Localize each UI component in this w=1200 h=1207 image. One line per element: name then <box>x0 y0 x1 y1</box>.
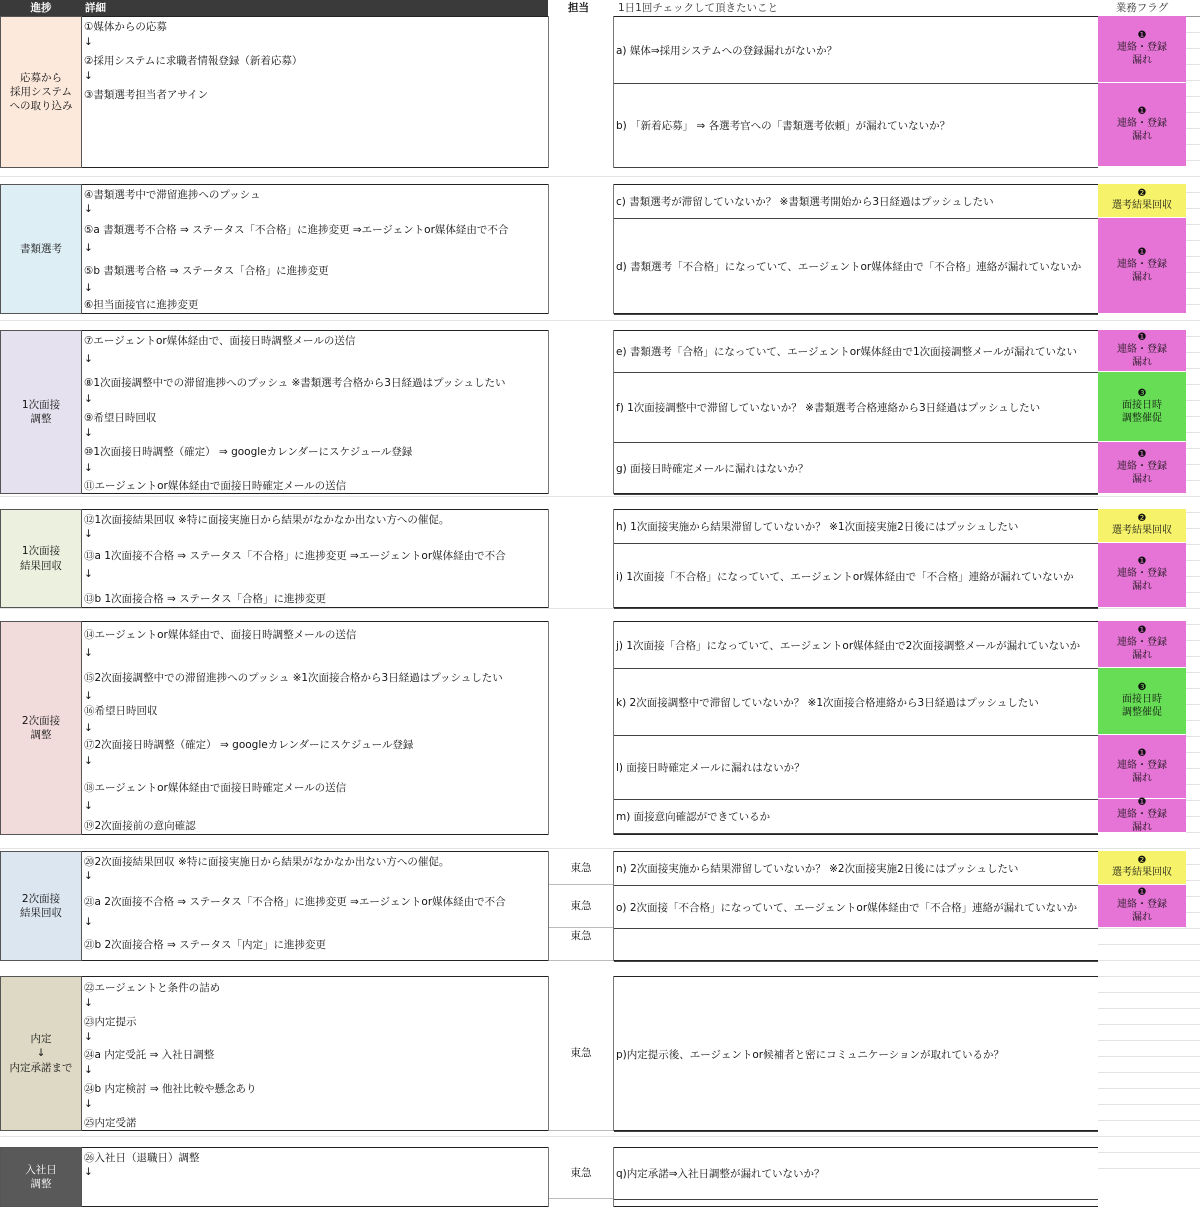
detail-step: ⑯希望日時回収 <box>84 705 158 717</box>
detail-step: ㉔b 内定検討 ⇒ 他社比較や懸念あり <box>84 1083 257 1095</box>
owner-cell[interactable] <box>548 184 614 314</box>
flag-label: 面接日時 調整催促 <box>1122 399 1162 424</box>
stage-label[interactable]: 入社日 調整 <box>0 1147 82 1207</box>
check-column <box>614 184 1098 314</box>
check-item[interactable]: d) 書類選考「不合格」になっていて、エージェントor媒体経由で「不合格」連絡が漏れていないか <box>614 219 1098 315</box>
owner-cell[interactable] <box>548 851 614 961</box>
down-arrow-icon: ↓ <box>84 916 93 928</box>
detail-step: ㉒エージェントと条件の詰め <box>84 982 221 994</box>
check-item[interactable]: p)内定提示後、エージェントor候補者と密にコミュニケーションが取れているか？ <box>614 977 1098 1132</box>
flag-label: 連絡・登録 漏れ <box>1117 42 1167 66</box>
flag-column <box>1098 330 1186 494</box>
flag-number-icon: ❸ <box>1137 682 1147 693</box>
owner-cell[interactable] <box>548 509 614 608</box>
detail-step: ⑮2次面接調整中での滞留進捗へのプッシュ ※1次面接合格から3日経過はプッシュしたい <box>84 672 503 684</box>
flag-label: 連絡・登録 漏れ <box>1117 759 1167 784</box>
detail-step: ⑤a 書類選考不合格 ⇒ ステータス「不合格」に進捗変更 ⇒エージェントor媒体経由で不合 <box>84 224 509 236</box>
flag-label: 選考結果回収 <box>1112 200 1172 211</box>
flag-badge[interactable] <box>1098 442 1186 494</box>
detail-step: ㉔a 内定受託 ⇒ 入社日調整 <box>84 1049 215 1061</box>
detail-step: ⑩1次面接日時調整（確定） ⇒ googleカレンダーにスケジュール登録 <box>84 446 413 458</box>
check-item[interactable]: j) 1次面接「合格」になっていて、エージェントor媒体経由で2次面接調整メールが漏れていないか <box>614 622 1098 669</box>
flag-label: 選考結果回収 <box>1112 867 1172 878</box>
down-arrow-icon: ↓ <box>84 1098 93 1110</box>
detail-step: ⑤b 書類選考合格 ⇒ ステータス「合格」に進捗変更 <box>84 265 329 277</box>
check-column <box>614 851 1098 961</box>
stage-label[interactable]: 1次面接 調整 <box>0 330 82 494</box>
down-arrow-icon: ↓ <box>84 462 93 474</box>
flag-number-icon: ❶ <box>1137 625 1147 636</box>
detail-step: ⑰2次面接日時調整（確定） ⇒ googleカレンダーにスケジュール登録 <box>84 739 414 751</box>
down-arrow-icon: ↓ <box>84 1031 93 1043</box>
check-item[interactable]: l) 面接日時確定メールに漏れはないか？ <box>614 736 1098 800</box>
down-arrow-icon: ↓ <box>84 870 93 882</box>
header-row <box>0 0 1200 17</box>
flag-label: 連絡・登録 漏れ <box>1117 568 1167 592</box>
details-cell[interactable] <box>82 1147 548 1207</box>
flag-column <box>1098 16 1186 168</box>
flag-badge[interactable] <box>1098 885 1186 928</box>
details-cell[interactable] <box>82 330 548 494</box>
detail-step: ⑬b 1次面接合格 ⇒ ステータス「合格」に進捗変更 <box>84 593 326 605</box>
details-cell[interactable] <box>82 16 548 168</box>
flag-badge[interactable] <box>1098 16 1186 83</box>
flag-number-icon: ❸ <box>1137 387 1147 399</box>
down-arrow-icon: ↓ <box>84 722 93 734</box>
check-item[interactable] <box>614 929 1098 962</box>
flag-column <box>1098 851 1186 961</box>
header-details[interactable]: 詳細 <box>82 0 548 16</box>
flag-label: 連絡・登録 漏れ <box>1117 899 1167 923</box>
owner-name: 東急 <box>549 851 613 885</box>
down-arrow-icon: ↓ <box>84 282 93 294</box>
stage-block <box>0 621 1200 835</box>
detail-step: ⑥担当面接官に進捗変更 <box>84 299 199 311</box>
flag-column <box>1098 184 1186 314</box>
details-cell[interactable] <box>82 509 548 608</box>
flag-label: 連絡・登録 漏れ <box>1117 637 1167 661</box>
flag-label: 連絡・登録 漏れ <box>1117 460 1167 485</box>
owner-cell[interactable] <box>548 330 614 494</box>
stage-label[interactable]: 2次面接 結果回収 <box>0 851 82 961</box>
stage-block <box>0 184 1200 314</box>
flag-number-icon: ❶ <box>1137 246 1147 258</box>
header-check[interactable]: 1日1回チェックして頂きたいこと <box>618 2 779 14</box>
check-item[interactable]: m) 面接意向確認ができているか <box>614 800 1098 834</box>
check-item[interactable]: h) 1次面接実施から結果滞留していないか？ ※1次面接実施2日後にはプッシュしたい <box>614 510 1098 544</box>
flag-badge[interactable] <box>1098 509 1186 543</box>
check-item[interactable]: c) 書類選考が滞留していないか？ ※書類選考開始から3日経過はプッシュしたい <box>614 185 1098 219</box>
down-arrow-icon: ↓ <box>84 242 93 254</box>
details-cell[interactable] <box>82 621 548 835</box>
check-item[interactable]: f) 1次面接調整中で滞留していないか？ ※書類選考合格連絡から3日経過はプッシュしたい <box>614 373 1098 443</box>
check-item[interactable]: q)内定承諾⇒入社日調整が漏れていないか？ <box>614 1148 1098 1200</box>
detail-step: ⑨希望日時回収 <box>84 412 157 424</box>
header-owner[interactable]: 担当 <box>568 2 589 14</box>
flag-badge[interactable] <box>1098 796 1186 833</box>
flag-column <box>1098 1147 1186 1207</box>
flag-badge[interactable] <box>1098 735 1186 799</box>
flag-number-icon: ❷ <box>1137 513 1147 524</box>
detail-step: ⑪エージェントor媒体経由で面接日時確定メールの送信 <box>84 480 347 492</box>
flag-label: 連絡・登録 漏れ <box>1117 808 1167 833</box>
flag-number-icon: ❶ <box>1137 448 1147 460</box>
detail-step: ⑲2次面接前の意向確認 <box>84 820 196 832</box>
down-arrow-icon: ↓ <box>84 647 93 659</box>
details-cell[interactable] <box>82 976 548 1131</box>
check-column <box>614 1147 1098 1207</box>
details-cell[interactable] <box>82 184 548 314</box>
owner-name: 東急 <box>549 928 613 961</box>
down-arrow-icon: ↓ <box>84 353 93 365</box>
flag-number-icon: ❷ <box>1137 188 1147 199</box>
check-item[interactable]: e) 書類選考「合格」になっていて、エージェントor媒体経由で1次面接調整メールが漏れていない <box>614 331 1098 373</box>
check-item[interactable]: a) 媒体⇒採用システムへの登録漏れがないか？ <box>614 17 1098 84</box>
owner-cell[interactable] <box>548 1147 614 1207</box>
check-column <box>614 976 1098 1131</box>
down-arrow-icon: ↓ <box>84 427 93 439</box>
header-flag[interactable]: 業務フラグ <box>1115 2 1169 14</box>
flag-number-icon: ❶ <box>1137 796 1147 808</box>
header-progress[interactable]: 進捗 <box>0 0 82 16</box>
stage-label[interactable]: 書類選考 <box>0 184 82 314</box>
stage-label[interactable]: 1次面接 結果回収 <box>0 509 82 608</box>
detail-step: ⑫1次面接結果回収 ※特に面接実施日から結果がなかなか出ない方への催促。 <box>84 514 450 526</box>
flag-label: 連絡・登録 漏れ <box>1117 117 1167 142</box>
stage-block <box>0 509 1200 608</box>
owner-cell[interactable] <box>548 976 614 1131</box>
check-column <box>614 16 1098 168</box>
flag-column <box>1098 621 1186 835</box>
check-column <box>614 330 1098 494</box>
detail-step: ③書類選考担当者アサイン <box>84 89 209 101</box>
flag-label: 選考結果回収 <box>1112 525 1172 536</box>
down-arrow-icon: ↓ <box>84 800 93 812</box>
down-arrow-icon: ↓ <box>84 755 93 767</box>
down-arrow-icon: ↓ <box>84 1064 93 1076</box>
check-column <box>614 621 1098 835</box>
flag-column <box>1098 976 1186 1131</box>
flag-badge[interactable] <box>1098 851 1186 885</box>
flag-label: 連絡・登録 漏れ <box>1117 258 1167 283</box>
flag-number-icon: ❶ <box>1137 887 1147 898</box>
flag-number-icon: ❶ <box>1137 331 1147 343</box>
detail-step: ㉑a 2次面接不合格 ⇒ ステータス「不合格」に進捗変更 ⇒エージェントor媒体経由で不合 <box>84 896 506 908</box>
stage-label[interactable]: 応募から 採用システム への取り込み <box>0 16 82 168</box>
down-arrow-icon: ↓ <box>84 690 93 702</box>
detail-step: ④書類選考中で滞留進捗へのプッシュ <box>84 189 261 201</box>
owner-name: 東急 <box>549 1147 613 1199</box>
detail-step: ②採用システムに求職者情報登録（新着応募） <box>84 55 303 67</box>
flag-number-icon: ❶ <box>1137 30 1147 41</box>
detail-step: ⑧1次面接調整中での滞留進捗へのプッシュ ※書類選考合格から3日経過はプッシュしたい <box>84 377 506 389</box>
check-item[interactable]: i) 1次面接「不合格」になっていて、エージェントor媒体経由で「不合格」連絡が漏れていないか <box>614 544 1098 609</box>
flag-badge[interactable] <box>1098 621 1186 668</box>
check-column <box>614 509 1098 608</box>
flag-badge[interactable] <box>1098 218 1186 314</box>
down-arrow-icon: ↓ <box>84 997 93 1009</box>
detail-step: ⑳2次面接結果回収 ※特に面接実施日から結果がなかなか出ない方への催促。 <box>84 856 450 868</box>
flag-number-icon: ❶ <box>1137 747 1147 759</box>
check-item[interactable]: g) 面接日時確定メールに漏れはないか？ <box>614 443 1098 495</box>
flag-label: 連絡・登録 漏れ <box>1117 343 1167 368</box>
stage-block <box>0 16 1200 168</box>
detail-step: ⑱エージェントor媒体経由で面接日時確定メールの送信 <box>84 782 347 794</box>
down-arrow-icon: ↓ <box>84 70 93 82</box>
flag-label: 面接日時 調整催促 <box>1122 694 1162 718</box>
check-item[interactable]: o) 2次面接「不合格」になっていて、エージェントor媒体経由で「不合格」連絡が漏れていないか <box>614 886 1098 929</box>
detail-step: ㉓内定提示 <box>84 1016 137 1028</box>
flag-number-icon: ❶ <box>1137 556 1147 567</box>
detail-step: ⑭エージェントor媒体経由で、面接日時調整メールの送信 <box>84 629 357 641</box>
stage-block <box>0 976 1200 1131</box>
stage-label[interactable]: 2次面接 調整 <box>0 621 82 835</box>
down-arrow-icon: ↓ <box>84 36 93 48</box>
flag-badge[interactable] <box>1098 184 1186 218</box>
detail-step: ㉕内定受諾 <box>84 1117 137 1129</box>
detail-step: ⑬a 1次面接不合格 ⇒ ステータス「不合格」に進捗変更 ⇒エージェントor媒体経由で不合 <box>84 550 506 562</box>
flag-badge[interactable] <box>1098 83 1186 167</box>
check-item[interactable]: n) 2次面接実施から結果滞留していないか？ ※2次面接実施2日後にはプッシュしたい <box>614 852 1098 886</box>
stage-label[interactable]: 内定 ↓ 内定承諾まで <box>0 976 82 1131</box>
owner-name: 東急 <box>549 976 613 1131</box>
flag-badge[interactable] <box>1098 330 1186 372</box>
down-arrow-icon: ↓ <box>84 393 93 405</box>
check-item[interactable]: k) 2次面接調整中で滞留していないか？ ※1次面接合格連絡から3日経過はプッシュしたい <box>614 669 1098 736</box>
owner-cell[interactable] <box>548 621 614 835</box>
flag-number-icon: ❷ <box>1137 855 1147 866</box>
down-arrow-icon: ↓ <box>84 528 93 540</box>
down-arrow-icon: ↓ <box>84 568 93 580</box>
details-cell[interactable] <box>82 851 548 961</box>
detail-step: ①媒体からの応募 <box>84 21 167 33</box>
owner-cell[interactable] <box>548 16 614 168</box>
flag-badge[interactable] <box>1098 668 1186 735</box>
down-arrow-icon: ↓ <box>84 1166 93 1178</box>
stage-block <box>0 330 1200 494</box>
stage-block <box>0 1147 1200 1207</box>
detail-step: ⑦エージェントor媒体経由で、面接日時調整メールの送信 <box>84 335 356 347</box>
down-arrow-icon: ↓ <box>84 203 93 215</box>
owner-name: 東急 <box>549 885 613 928</box>
flag-badge[interactable] <box>1098 543 1186 608</box>
flag-badge[interactable] <box>1098 372 1186 442</box>
flag-column <box>1098 509 1186 608</box>
check-item[interactable]: b) 「新着応募」 ⇒ 各選考官への「書類選考依頼」が漏れていないか？ <box>614 84 1098 168</box>
detail-step: ㉑b 2次面接合格 ⇒ ステータス「内定」に進捗変更 <box>84 939 326 951</box>
detail-step: ㉖入社日（退職日）調整 <box>84 1152 200 1164</box>
stage-block <box>0 851 1200 961</box>
flag-number-icon: ❶ <box>1137 105 1147 117</box>
